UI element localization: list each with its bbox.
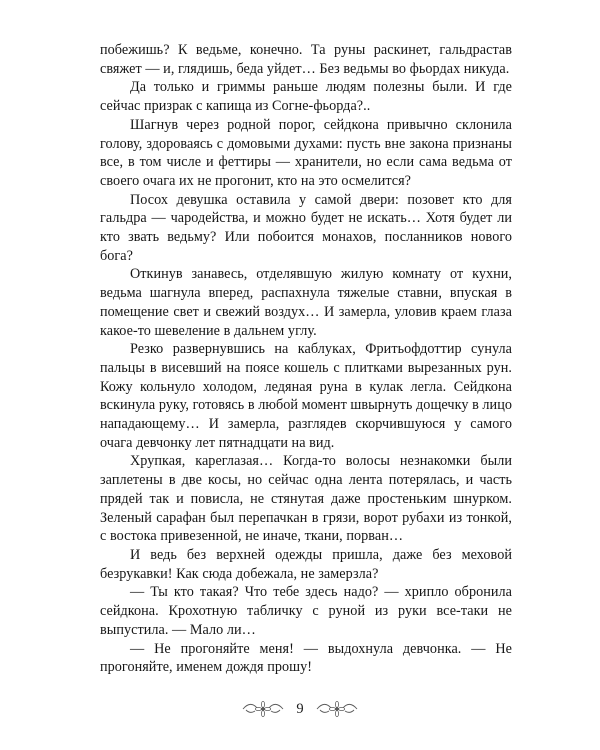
- floral-ornament-right-icon: [316, 700, 358, 718]
- paragraph: Да только и гриммы раньше людям полезны были. И где сейчас призрак с капища из Согне-фьорда?..: [100, 79, 512, 115]
- paragraph: И ведь без верхней одежды пришла, даже без меховой безрукавки! Как сюда добежала, не замерзла?: [100, 546, 512, 582]
- paragraph: Резко развернувшись на каблуках, Фритьофдоттир сунула пальцы в висевший на поясе кошель с плитками вырезанных рун. Кожу кольнуло холодом, ледяная руна в кулак легла. Сейдкона вскинула руку, готовясь в любой момент швырнуть дощечку в лицо нападающему… И замерла, разглядев скорчившуюся у самого очага девчонку лет пятнадцати на вид.: [100, 341, 512, 451]
- page-text-block: [100, 41, 512, 677]
- paragraph: побежишь? К ведьме, конечно. Та руны раскинет, гальдрастав свяжет — и, глядишь, беда уйдет… Без ведьмы во фьордах никуда.: [100, 42, 512, 77]
- paragraph: Посох девушка оставила у самой двери: позовет кто для гальдра — чародейства, и можно будет не искать… Хотя будет ли кто звать ведьму? Или побоится монахов, посланников нового бога?: [100, 191, 512, 264]
- page-footer: [0, 700, 600, 718]
- paragraph: Хрупкая, кареглазая… Когда-то волосы незнакомки были заплетены в две косы, но сейчас одна лента потерялась, и часть прядей так и повисла, не стянутая даже простеньким шнурком. Зеленый сарафан был перепачкан в грязи, ворот рубахи из тонкой, с востока привезенной, не иначе, ткани, порван…: [100, 453, 512, 545]
- paragraph: — Не прогоняйте меня! — выдохнула девчонка. — Не прогоняйте, именем дождя прошу!: [100, 640, 512, 676]
- page-number: 9: [296, 700, 304, 717]
- paragraph: Шагнув через родной порог, сейдкона привычно склонила голову, здороваясь с домовыми духами: пусть вне закона признаны все, в том числе и феттиры — хранители, но если сама ведьма от своего очага их не прогонит, кто на это осмелится?: [100, 116, 512, 189]
- paragraph: Откинув занавесь, отделявшую жилую комнату от кухни, ведьма шагнула вперед, распахнула тяжелые ставни, впуская в помещение свет и свежий воздух… И замерла, уловив краем глаза какое-то шевеление в дальнем углу.: [100, 266, 512, 339]
- paragraph: — Ты кто такая? Что тебе здесь надо? — хрипло обронила сейдкона. Крохотную табличку с руной из руки все-таки не выпустила. — Мало ли…: [100, 584, 512, 638]
- floral-ornament-left-icon: [242, 700, 284, 718]
